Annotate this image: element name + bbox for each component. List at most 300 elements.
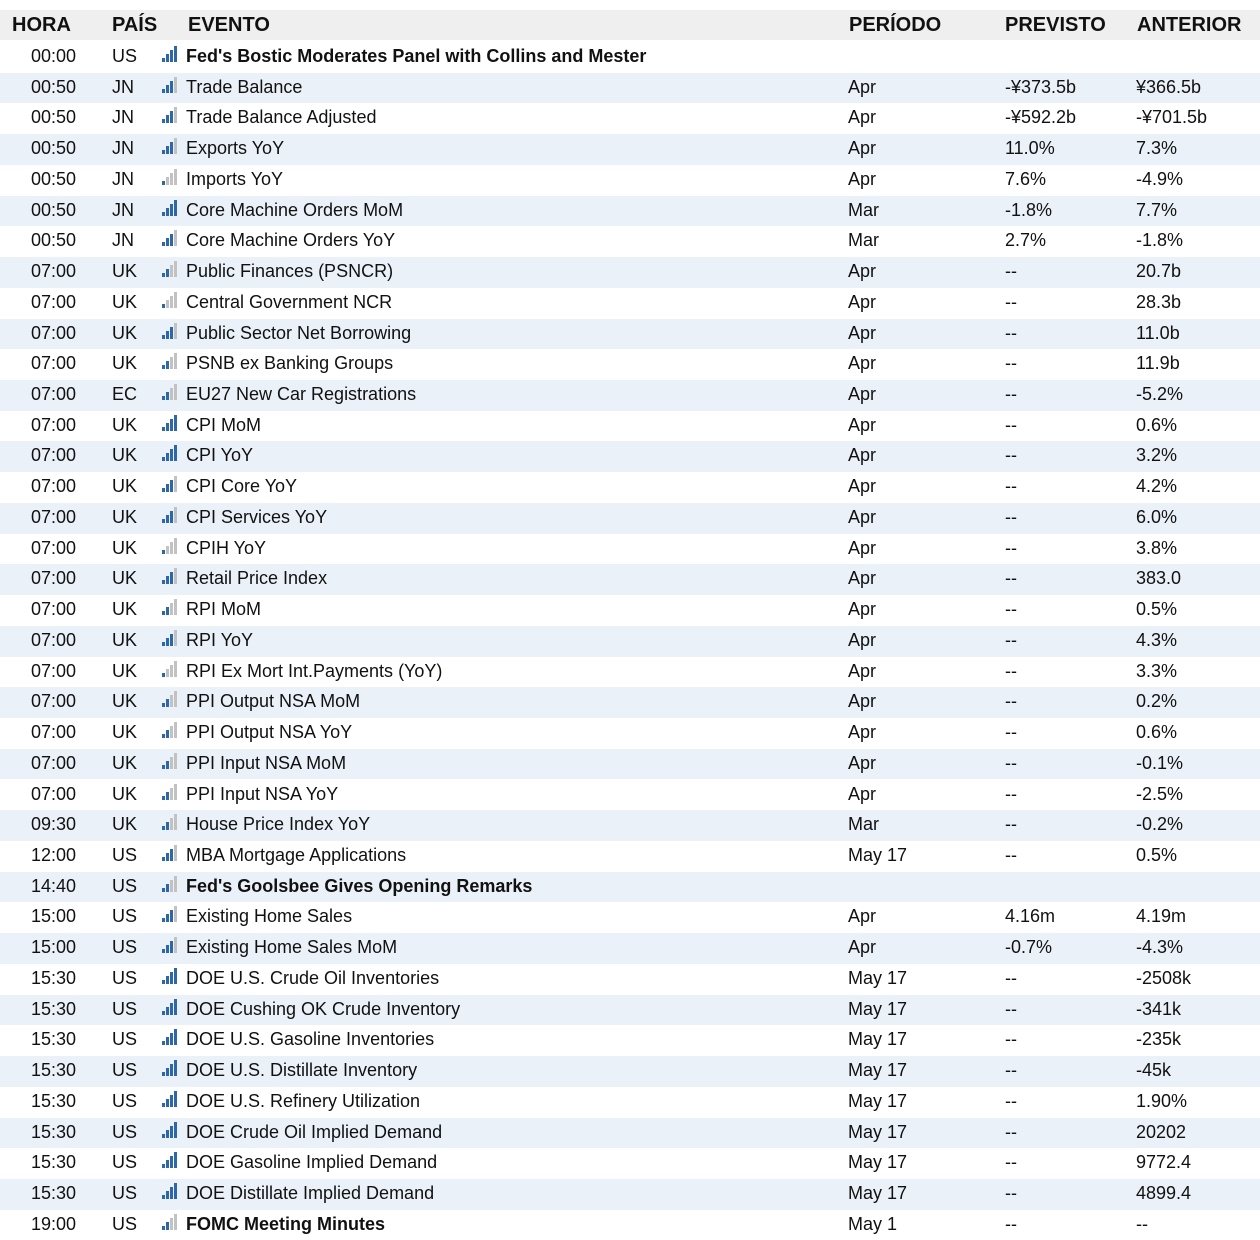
event-forecast: -1.8% bbox=[1005, 199, 1053, 220]
table-row[interactable] bbox=[0, 564, 1260, 595]
event-country: US bbox=[112, 967, 138, 988]
event-period: Apr bbox=[848, 291, 877, 312]
event-forecast: -- bbox=[1005, 353, 1017, 374]
event-time: 07:00 bbox=[31, 506, 77, 527]
importance-bars-icon bbox=[162, 1091, 182, 1107]
importance-bars-icon bbox=[162, 999, 182, 1015]
table-row[interactable] bbox=[0, 1210, 1260, 1240]
table-row[interactable] bbox=[0, 1025, 1260, 1056]
importance-bars-icon bbox=[162, 599, 182, 615]
event-name[interactable]: Public Finances (PSNCR) bbox=[186, 261, 394, 282]
event-time: 00:00 bbox=[31, 46, 77, 66]
event-forecast: -- bbox=[1005, 1090, 1017, 1111]
event-country: UK bbox=[112, 414, 138, 435]
event-name[interactable]: DOE Distillate Implied Demand bbox=[186, 1183, 435, 1203]
table-row[interactable] bbox=[0, 1087, 1260, 1118]
event-previous: -235k bbox=[1136, 1029, 1182, 1050]
event-period: May 17 bbox=[848, 1152, 908, 1173]
event-country: UK bbox=[112, 814, 138, 835]
event-country: UK bbox=[112, 261, 138, 282]
event-country: US bbox=[112, 46, 138, 66]
importance-bars-icon bbox=[162, 1060, 182, 1076]
event-name[interactable]: PSNB ex Banking Groups bbox=[186, 353, 394, 374]
event-country: UK bbox=[112, 660, 138, 681]
event-time: 07:00 bbox=[31, 752, 77, 773]
event-country: JN bbox=[112, 76, 134, 97]
table-row[interactable] bbox=[0, 687, 1260, 718]
event-period: May 17 bbox=[848, 1121, 908, 1142]
event-period: Mar bbox=[848, 199, 879, 220]
importance-bars-icon bbox=[162, 476, 182, 492]
event-name[interactable]: DOE Crude Oil Implied Demand bbox=[186, 1121, 443, 1142]
event-time: 07:00 bbox=[31, 384, 77, 405]
event-country: UK bbox=[112, 353, 138, 374]
table-row[interactable] bbox=[0, 288, 1260, 319]
event-previous: -2508k bbox=[1136, 967, 1192, 988]
event-period: Apr bbox=[848, 660, 877, 681]
event-name[interactable]: DOE U.S. Gasoline Inventories bbox=[186, 1029, 435, 1050]
event-name[interactable]: DOE Cushing OK Crude Inventory bbox=[186, 998, 461, 1019]
event-period: Apr bbox=[848, 384, 877, 405]
event-previous: 28.3b bbox=[1136, 291, 1182, 312]
event-period: Mar bbox=[848, 814, 879, 835]
event-time: 15:30 bbox=[31, 1060, 77, 1081]
table-row[interactable] bbox=[0, 626, 1260, 657]
event-time: 09:30 bbox=[31, 814, 77, 835]
event-forecast: -- bbox=[1005, 844, 1017, 865]
event-time: 07:00 bbox=[31, 691, 77, 712]
importance-bars-icon bbox=[162, 507, 182, 523]
event-country: UK bbox=[112, 537, 138, 558]
event-period: Apr bbox=[848, 107, 877, 128]
importance-bars-icon bbox=[162, 200, 182, 216]
event-country: JN bbox=[112, 230, 134, 251]
event-period: Apr bbox=[848, 783, 877, 804]
event-time: 07:00 bbox=[31, 445, 77, 466]
event-name[interactable]: Public Sector Net Borrowing bbox=[186, 322, 412, 343]
event-time: 15:30 bbox=[31, 1121, 77, 1142]
event-forecast: -- bbox=[1005, 691, 1017, 712]
event-previous: 3.3% bbox=[1136, 660, 1178, 681]
event-previous: 11.9b bbox=[1136, 353, 1180, 374]
event-time: 07:00 bbox=[31, 261, 77, 282]
event-country: UK bbox=[112, 599, 138, 620]
event-forecast: -- bbox=[1005, 1213, 1017, 1234]
event-time: 07:00 bbox=[31, 322, 77, 343]
event-name[interactable]: EU27 New Car Registrations bbox=[186, 384, 417, 405]
event-forecast: -- bbox=[1005, 1152, 1017, 1173]
event-time: 15:30 bbox=[31, 1183, 77, 1203]
table-row[interactable] bbox=[0, 472, 1260, 503]
event-forecast: -0.7% bbox=[1005, 937, 1053, 958]
event-forecast: -- bbox=[1005, 322, 1017, 343]
event-period: Apr bbox=[848, 138, 877, 159]
event-name[interactable]: Core Machine Orders MoM bbox=[186, 199, 404, 220]
importance-bars-icon bbox=[162, 107, 182, 123]
importance-bars-icon bbox=[162, 691, 182, 707]
event-name[interactable]: RPI Ex Mort Int.Payments (YoY) bbox=[186, 660, 443, 681]
table-row[interactable] bbox=[0, 1148, 1260, 1179]
table-row[interactable] bbox=[0, 1118, 1260, 1149]
importance-bars-icon bbox=[162, 415, 182, 431]
table-row[interactable] bbox=[0, 226, 1260, 257]
importance-bars-icon bbox=[162, 1183, 182, 1199]
importance-bars-icon bbox=[162, 292, 182, 308]
event-forecast: -¥373.5b bbox=[1005, 76, 1077, 97]
event-name[interactable]: Central Government NCR bbox=[186, 291, 393, 312]
event-previous: -- bbox=[1136, 1213, 1148, 1234]
event-period: Apr bbox=[848, 568, 877, 589]
event-country: UK bbox=[112, 322, 138, 343]
event-previous: -45k bbox=[1136, 1060, 1172, 1081]
table-row[interactable] bbox=[0, 1056, 1260, 1087]
importance-bars-icon bbox=[162, 445, 182, 461]
event-time: 07:00 bbox=[31, 783, 77, 804]
event-forecast: -- bbox=[1005, 599, 1017, 620]
importance-bars-icon bbox=[162, 323, 182, 339]
header-event: EVENTO bbox=[188, 14, 270, 36]
event-country: UK bbox=[112, 476, 138, 497]
table-header bbox=[0, 10, 1260, 40]
event-previous: 9772.4 bbox=[1136, 1152, 1192, 1173]
event-period: Apr bbox=[848, 168, 877, 189]
event-forecast: -- bbox=[1005, 967, 1017, 988]
importance-bars-icon bbox=[162, 814, 182, 830]
event-forecast: -- bbox=[1005, 414, 1017, 435]
event-name[interactable]: Core Machine Orders YoY bbox=[186, 230, 396, 251]
importance-bars-icon bbox=[162, 138, 182, 154]
table-row[interactable] bbox=[0, 349, 1260, 380]
event-period: Apr bbox=[848, 414, 877, 435]
event-previous: 4.3% bbox=[1136, 629, 1178, 650]
event-previous: 20202 bbox=[1136, 1121, 1187, 1142]
event-previous: ¥366.5b bbox=[1136, 76, 1202, 97]
event-period: Mar bbox=[848, 230, 879, 251]
table-row[interactable] bbox=[0, 902, 1260, 933]
event-country: US bbox=[112, 906, 138, 927]
table-row[interactable] bbox=[0, 103, 1260, 134]
event-country: US bbox=[112, 1152, 138, 1173]
event-time: 15:30 bbox=[31, 1029, 77, 1050]
event-name[interactable]: CPI YoY bbox=[186, 445, 254, 466]
importance-bars-icon bbox=[162, 538, 182, 554]
event-period: May 17 bbox=[848, 967, 908, 988]
event-period: Apr bbox=[848, 752, 877, 773]
event-name[interactable]: DOE U.S. Distillate Inventory bbox=[186, 1060, 418, 1081]
importance-bars-icon bbox=[162, 968, 182, 984]
event-period: May 17 bbox=[848, 1029, 908, 1050]
event-previous: 383.0 bbox=[1136, 568, 1182, 589]
event-period: Apr bbox=[848, 261, 877, 282]
importance-bars-icon bbox=[162, 1029, 182, 1045]
header-period: PERÍODO bbox=[849, 14, 942, 36]
event-time: 15:00 bbox=[31, 906, 77, 927]
table-row[interactable] bbox=[0, 595, 1260, 626]
table-row[interactable] bbox=[0, 257, 1260, 288]
event-country: UK bbox=[112, 568, 138, 589]
event-forecast: 2.7% bbox=[1005, 230, 1047, 251]
event-country: UK bbox=[112, 691, 138, 712]
event-country: UK bbox=[112, 506, 138, 527]
event-forecast: -- bbox=[1005, 445, 1017, 466]
event-country: US bbox=[112, 875, 138, 896]
event-previous: 0.5% bbox=[1136, 844, 1178, 865]
event-time: 00:50 bbox=[31, 168, 77, 189]
event-time: 07:00 bbox=[31, 599, 77, 620]
event-name[interactable]: CPI Services YoY bbox=[186, 506, 328, 527]
importance-bars-icon bbox=[162, 845, 182, 861]
event-time: 15:30 bbox=[31, 967, 77, 988]
event-name[interactable]: Fed's Bostic Moderates Panel with Collins and Mester bbox=[186, 46, 647, 66]
event-forecast: -- bbox=[1005, 1029, 1017, 1050]
table-row[interactable] bbox=[0, 780, 1260, 811]
event-name[interactable]: Retail Price Index bbox=[186, 568, 328, 589]
table-row[interactable] bbox=[0, 165, 1260, 196]
event-forecast: -- bbox=[1005, 261, 1017, 282]
event-period: Apr bbox=[848, 599, 877, 620]
event-name[interactable]: Exports YoY bbox=[186, 138, 285, 159]
event-time: 07:00 bbox=[31, 660, 77, 681]
event-time: 15:30 bbox=[31, 1152, 77, 1173]
event-forecast: 4.16m bbox=[1005, 906, 1056, 927]
event-previous: 4.19m bbox=[1136, 906, 1187, 927]
table-row[interactable] bbox=[0, 196, 1260, 227]
event-time: 00:50 bbox=[31, 230, 77, 251]
event-previous: 7.3% bbox=[1136, 138, 1178, 159]
event-name[interactable]: PPI Output NSA MoM bbox=[186, 691, 361, 712]
table-row[interactable] bbox=[0, 534, 1260, 565]
header-forecast: PREVISTO bbox=[1005, 14, 1106, 36]
table-row[interactable] bbox=[0, 73, 1260, 104]
event-forecast: 7.6% bbox=[1005, 168, 1047, 189]
table-row[interactable] bbox=[0, 749, 1260, 780]
header-country: PAÍS bbox=[112, 14, 158, 36]
event-period: May 17 bbox=[848, 1060, 908, 1081]
table-row[interactable] bbox=[0, 441, 1260, 472]
event-period: Apr bbox=[848, 537, 877, 558]
event-previous: -2.5% bbox=[1136, 783, 1184, 804]
table-row[interactable] bbox=[0, 411, 1260, 442]
event-name[interactable]: Fed's Goolsbee Gives Opening Remarks bbox=[186, 875, 533, 896]
event-period: May 1 bbox=[848, 1213, 898, 1234]
event-time: 07:00 bbox=[31, 353, 77, 374]
event-forecast: 11.0% bbox=[1005, 138, 1055, 159]
event-time: 07:00 bbox=[31, 537, 77, 558]
importance-bars-icon bbox=[162, 77, 182, 93]
event-name[interactable]: CPIH YoY bbox=[186, 537, 267, 558]
table-row[interactable] bbox=[0, 380, 1260, 411]
event-forecast: -- bbox=[1005, 1183, 1017, 1203]
event-name[interactable]: Existing Home Sales bbox=[186, 906, 353, 927]
event-previous: 11.0b bbox=[1136, 322, 1180, 343]
event-time: 07:00 bbox=[31, 722, 77, 743]
event-time: 19:00 bbox=[31, 1213, 77, 1234]
event-name[interactable]: PPI Output NSA YoY bbox=[186, 722, 353, 743]
event-name[interactable]: FOMC Meeting Minutes bbox=[186, 1213, 385, 1234]
event-period: Apr bbox=[848, 76, 877, 97]
event-time: 00:50 bbox=[31, 138, 77, 159]
importance-bars-icon bbox=[162, 906, 182, 922]
importance-bars-icon bbox=[162, 353, 182, 369]
event-previous: -4.3% bbox=[1136, 937, 1184, 958]
event-country: UK bbox=[112, 783, 138, 804]
event-previous: 1.90% bbox=[1136, 1090, 1188, 1111]
event-country: UK bbox=[112, 722, 138, 743]
event-forecast: -- bbox=[1005, 998, 1017, 1019]
event-country: JN bbox=[112, 107, 134, 128]
header-previous: ANTERIOR bbox=[1137, 14, 1242, 36]
event-previous: 0.6% bbox=[1136, 414, 1178, 435]
event-name[interactable]: Imports YoY bbox=[186, 168, 284, 189]
event-name[interactable]: Existing Home Sales MoM bbox=[186, 937, 398, 958]
importance-bars-icon bbox=[162, 784, 182, 800]
event-name[interactable]: RPI YoY bbox=[186, 629, 254, 650]
importance-bars-icon bbox=[162, 1152, 182, 1168]
importance-bars-icon bbox=[162, 753, 182, 769]
table-row[interactable] bbox=[0, 42, 1260, 73]
event-previous: 0.6% bbox=[1136, 722, 1178, 743]
event-previous: -0.2% bbox=[1136, 814, 1184, 835]
event-time: 07:00 bbox=[31, 414, 77, 435]
event-time: 07:00 bbox=[31, 568, 77, 589]
event-time: 15:00 bbox=[31, 937, 77, 958]
event-previous: -1.8% bbox=[1136, 230, 1184, 251]
event-time: 00:50 bbox=[31, 76, 77, 97]
importance-bars-icon bbox=[162, 384, 182, 400]
event-country: UK bbox=[112, 445, 138, 466]
event-period: May 17 bbox=[848, 1090, 908, 1111]
table-row[interactable] bbox=[0, 995, 1260, 1026]
event-country: JN bbox=[112, 199, 134, 220]
event-forecast: -- bbox=[1005, 537, 1017, 558]
event-name[interactable]: CPI MoM bbox=[186, 414, 262, 435]
event-time: 15:30 bbox=[31, 998, 77, 1019]
event-period: May 17 bbox=[848, 844, 908, 865]
event-forecast: -- bbox=[1005, 1121, 1017, 1142]
event-previous: -5.2% bbox=[1136, 384, 1184, 405]
event-time: 07:00 bbox=[31, 476, 77, 497]
table-row[interactable] bbox=[0, 1179, 1260, 1210]
event-name[interactable]: Trade Balance Adjusted bbox=[186, 107, 377, 128]
importance-bars-icon bbox=[162, 230, 182, 246]
importance-bars-icon bbox=[162, 876, 182, 892]
event-name[interactable]: House Price Index YoY bbox=[186, 814, 371, 835]
event-name[interactable]: DOE U.S. Crude Oil Inventories bbox=[186, 967, 440, 988]
event-previous: 20.7b bbox=[1136, 261, 1182, 282]
importance-bars-icon bbox=[162, 261, 182, 277]
event-previous: 4899.4 bbox=[1136, 1183, 1192, 1203]
event-country: US bbox=[112, 844, 138, 865]
event-period: May 17 bbox=[848, 998, 908, 1019]
table-row[interactable] bbox=[0, 319, 1260, 350]
event-name[interactable]: MBA Mortgage Applications bbox=[186, 844, 407, 865]
event-forecast: -- bbox=[1005, 384, 1017, 405]
event-previous: -¥701.5b bbox=[1136, 107, 1208, 128]
table-row[interactable] bbox=[0, 872, 1260, 903]
event-forecast: -- bbox=[1005, 783, 1017, 804]
importance-bars-icon bbox=[162, 937, 182, 953]
table-row[interactable] bbox=[0, 718, 1260, 749]
event-period: Apr bbox=[848, 722, 877, 743]
event-time: 12:00 bbox=[31, 844, 77, 865]
event-name[interactable]: RPI MoM bbox=[186, 599, 262, 620]
event-forecast: -- bbox=[1005, 660, 1017, 681]
event-previous: 7.7% bbox=[1136, 199, 1178, 220]
event-time: 00:50 bbox=[31, 199, 77, 220]
table-row[interactable] bbox=[0, 657, 1260, 688]
event-country: JN bbox=[112, 168, 134, 189]
event-previous: -341k bbox=[1136, 998, 1182, 1019]
event-forecast: -- bbox=[1005, 752, 1017, 773]
event-previous: -0.1% bbox=[1136, 752, 1184, 773]
event-period: Apr bbox=[848, 506, 877, 527]
event-time: 07:00 bbox=[31, 291, 77, 312]
table-row[interactable] bbox=[0, 503, 1260, 534]
event-country: US bbox=[112, 1090, 138, 1111]
table-row[interactable] bbox=[0, 933, 1260, 964]
event-country: US bbox=[112, 1060, 138, 1081]
event-period: Apr bbox=[848, 322, 877, 343]
event-previous: 3.8% bbox=[1136, 537, 1178, 558]
event-name[interactable]: CPI Core YoY bbox=[186, 476, 298, 497]
event-name[interactable]: PPI Input NSA MoM bbox=[186, 752, 347, 773]
importance-bars-icon bbox=[162, 169, 182, 185]
event-period: May 17 bbox=[848, 1183, 908, 1203]
event-country: UK bbox=[112, 629, 138, 650]
event-forecast: -- bbox=[1005, 629, 1017, 650]
importance-bars-icon bbox=[162, 661, 182, 677]
event-previous: 0.2% bbox=[1136, 691, 1178, 712]
event-previous: 3.2% bbox=[1136, 445, 1178, 466]
header-time: HORA bbox=[12, 14, 71, 36]
table-row[interactable] bbox=[0, 134, 1260, 165]
event-previous: 0.5% bbox=[1136, 599, 1178, 620]
importance-bars-icon bbox=[162, 46, 182, 62]
event-country: US bbox=[112, 1121, 138, 1142]
event-forecast: -- bbox=[1005, 476, 1017, 497]
table-row[interactable] bbox=[0, 964, 1260, 995]
event-country: US bbox=[112, 1183, 138, 1203]
event-country: US bbox=[112, 937, 138, 958]
event-forecast: -- bbox=[1005, 291, 1017, 312]
event-forecast: -- bbox=[1005, 1060, 1017, 1081]
event-time: 07:00 bbox=[31, 629, 77, 650]
event-name[interactable]: PPI Input NSA YoY bbox=[186, 783, 339, 804]
event-period: Apr bbox=[848, 629, 877, 650]
event-time: 14:40 bbox=[31, 875, 77, 896]
event-forecast: -- bbox=[1005, 568, 1017, 589]
event-period: Apr bbox=[848, 691, 877, 712]
event-previous: 6.0% bbox=[1136, 506, 1178, 527]
event-name[interactable]: DOE U.S. Refinery Utilization bbox=[186, 1090, 421, 1111]
event-name[interactable]: DOE Gasoline Implied Demand bbox=[186, 1152, 438, 1173]
event-previous: -4.9% bbox=[1136, 168, 1184, 189]
importance-bars-icon bbox=[162, 568, 182, 584]
importance-bars-icon bbox=[162, 1214, 182, 1230]
event-forecast: -- bbox=[1005, 506, 1017, 527]
event-country: EC bbox=[112, 384, 138, 405]
event-forecast: -¥592.2b bbox=[1005, 107, 1077, 128]
importance-bars-icon bbox=[162, 722, 182, 738]
event-country: JN bbox=[112, 138, 134, 159]
event-name[interactable]: Trade Balance bbox=[186, 76, 303, 97]
event-period: Apr bbox=[848, 353, 877, 374]
event-forecast: -- bbox=[1005, 814, 1017, 835]
event-country: US bbox=[112, 998, 138, 1019]
table-row[interactable] bbox=[0, 810, 1260, 841]
table-row[interactable] bbox=[0, 841, 1260, 872]
event-period: Apr bbox=[848, 476, 877, 497]
